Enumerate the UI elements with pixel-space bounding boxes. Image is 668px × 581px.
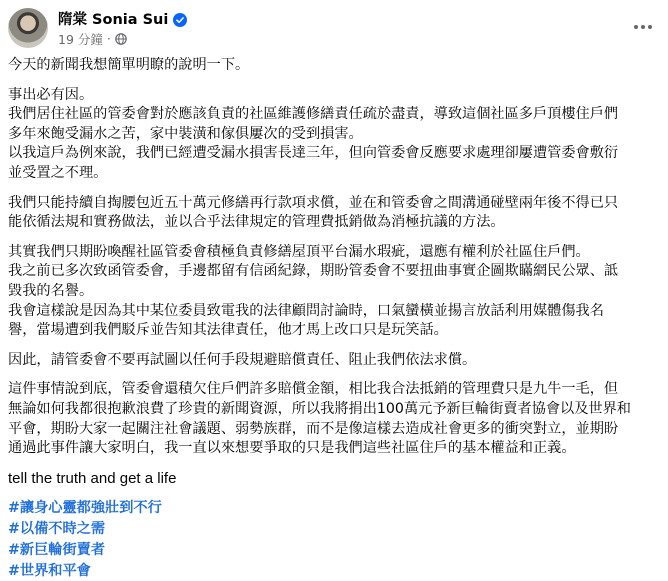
post-text-line: 譽，當場遭到我們駁斥並告知其法律責任，他才馬上改口只是玩笑話。 [8, 322, 448, 339]
post-text-line: 多年來飽受漏水之苦，家中裝潢和傢俱屢次的受到損害。 [8, 125, 363, 142]
post-paragraph [8, 380, 660, 458]
post-text-line: 我會這樣說是因為其中某位委員致電我的法律顧問討論時，口氣蠻橫並揚言放話利用媒體傷我名 [8, 302, 604, 319]
hashtag-link[interactable]: #世界和平會 [8, 562, 91, 579]
separator-dot: · [106, 31, 111, 46]
post-text-line: 毀我的名譽。 [8, 282, 94, 299]
post-text-line: 通過此事件讓大家明白，我一直以來想要爭取的只是我們這些社區住戶的基本權益和正義。 [8, 440, 576, 457]
post-text-line: 無論如何我都很抱歉浪費了珍貴的新聞資源，所以我將捐出100萬元予新巨輪街賣者協會以及世界和 [8, 400, 631, 417]
hashtag-link[interactable]: #新巨輪街賣者 [8, 541, 106, 558]
english-line: tell the truth and get a life [8, 469, 177, 487]
post-header [8, 8, 187, 48]
post-text-line: 因此，請管委會不要再試圖以任何手段規避賠償責任、阻止我們依法求償。 [8, 351, 477, 368]
more-dots-icon [633, 14, 653, 35]
post-paragraph [8, 351, 660, 371]
post-text-line: 今天的新聞我想簡單明瞭的說明一下。 [8, 57, 250, 73]
post-text-line: 我們居住社區的管委會對於應該負責的社區維護修繕責任疏於盡責，導致這個社區多戶頂樓住戶們 [8, 106, 619, 123]
post-text-line: 事出必有因。 [8, 86, 94, 103]
avatar[interactable] [8, 8, 48, 48]
post-paragraph [8, 86, 660, 184]
post-timestamp[interactable]: 19 分鐘 [58, 31, 103, 47]
hashtag-link[interactable]: #以備不時之需 [8, 521, 106, 538]
post-text-line: 能依循法規和實務做法，並以合乎法律規定的管理費抵銷做為消極抗議的方法。 [8, 214, 505, 231]
hashtag-list [8, 498, 660, 581]
hashtag-link[interactable]: #讓身心靈都強壯到不行 [8, 500, 162, 517]
post-paragraph [8, 194, 660, 233]
author-row [58, 10, 187, 28]
post-text-line: 這件事情說到底，管委會還積欠住戶們許多賠償金額，相比我合法抵銷的管理費只是九牛一毛，但 [8, 381, 619, 398]
more-options-button[interactable] [628, 12, 658, 36]
post-paragraph [8, 243, 660, 341]
post-time-row [58, 31, 187, 47]
post-text-line: 我們只能持續自掏腰包近五十萬元修繕再行款項求償，並在和管委會之間溝通碰壁兩年後不得已只 [8, 194, 619, 211]
post-text-line: 我之前已多次致函管委會，手邊都留有信函紀錄，期盼管委會不要扭曲事實企圖欺瞞網民公眾、詆 [8, 263, 619, 280]
public-globe-icon [115, 33, 127, 45]
post-text-line: 以我這戶為例來說，我們已經遭受漏水損害長達三年，但向管委會反應要求處理卻屢遭管委會敷衍 [8, 145, 619, 162]
post-text-line: 平會，期盼大家一起關注社會議題、弱勢族群，而不是像這樣去造成社會更多的衝突對立，並期盼 [8, 420, 619, 437]
verified-badge-icon [173, 12, 187, 26]
post-text-line: 其實我們只期盼喚醒社區管委會積極負責修繕屋頂平台漏水瑕疵，還應有權利於社區住戶們。 [8, 243, 590, 260]
post-text-line: 並受置之不理。 [8, 164, 108, 181]
author-name[interactable]: 隋棠 Sonia Sui [58, 12, 169, 28]
post-meta [58, 10, 187, 47]
post-body [8, 56, 660, 581]
post-paragraph [8, 56, 660, 76]
